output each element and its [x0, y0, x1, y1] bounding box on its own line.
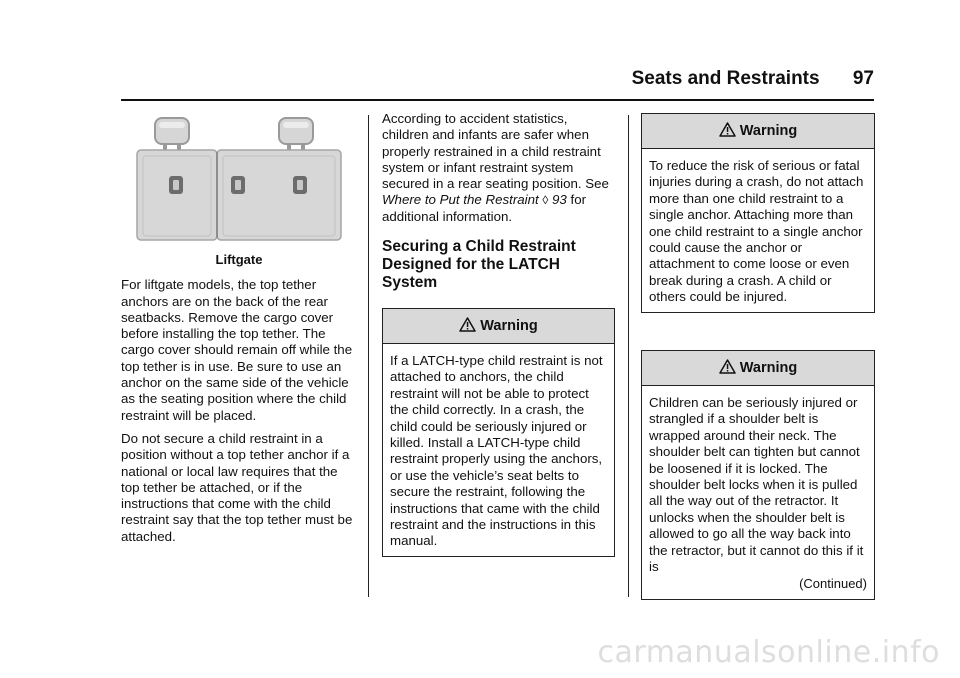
warning-header — [383, 309, 614, 344]
seatback-figure — [121, 112, 357, 242]
column-divider-1 — [368, 115, 369, 597]
statistics-intro: According to accident statistics, children and infants are safer when properly restrained in a child restraint system or infant restraint system secured in a rear seating position. See — [382, 111, 609, 192]
watermark: carmanualsonline.info — [597, 635, 940, 670]
single-anchor-warning-box — [641, 113, 875, 313]
warning-triangle-icon — [719, 359, 736, 378]
section-title: Seats and Restraints — [631, 68, 820, 89]
rear-seatback-illustration — [121, 112, 357, 242]
left-column — [121, 112, 357, 552]
warning-title: Warning — [739, 123, 798, 139]
warning-header — [642, 114, 874, 149]
statistics-outro: for additional information. — [382, 192, 587, 224]
continued-label: (Continued) — [799, 576, 867, 592]
cross-reference-page[interactable]: 93 — [552, 192, 567, 208]
page-reference-icon: ◊ — [542, 193, 549, 208]
warning-triangle-icon — [459, 317, 476, 336]
page-number: 97 — [852, 68, 874, 89]
warning-title: Warning — [739, 360, 798, 376]
cross-reference-link[interactable]: Where to Put the Restraint — [382, 192, 539, 208]
warning-text — [642, 386, 874, 599]
warning-title: Warning — [480, 318, 538, 334]
shoulder-belt-warning-box — [641, 350, 875, 600]
warning-text: If a LATCH-type child restraint is not attached to anchors, the child restraint will not be able to protect the child correctly. In a crash, the child could be seriously injured or killed. Install a LATCH-type child restraint properly using the anchors, or use the vehicle’s seat belts to secure the restraint, following the instructions that came with the child restraint and the instructions in this manual. — [390, 353, 603, 549]
warning-header — [642, 351, 874, 386]
warning-text: To reduce the risk of serious or fatal injuries during a crash, do not attach more than one child restraint to a single anchor. Attaching more than one child restraint to a single anchor could cause the anchor or attachment to come loose or even break during a crash. A child or others could be injured. — [649, 158, 864, 305]
tether-law-paragraph: Do not secure a child restraint in a position without a top tether anchor if a national or local law requires that the top tether be attached, or if the instructions that come with the child restraint say that the top tether must be attached. — [121, 430, 353, 544]
page-header — [632, 68, 874, 90]
header-rule — [121, 99, 874, 101]
latch-section-heading: Securing a Child Restraint Designed for the LATCH System — [382, 238, 576, 292]
statistics-paragraph — [382, 111, 616, 225]
latch-warning-box — [382, 308, 615, 557]
warning-triangle-icon — [719, 122, 736, 141]
column-divider-2 — [628, 115, 629, 597]
figure-caption: Liftgate — [215, 252, 263, 267]
liftgate-paragraph: For liftgate models, the top tether anchors are on the back of the rear seatbacks. Remove the cargo cover before installing the top tether. The cargo cover should remain off while the top tether is in use. Be sure to use an anchor on the same side of the vehicle as the seating position where the child restraint will be placed. — [121, 277, 353, 423]
middle-column — [382, 111, 616, 308]
warning-body-text: Children can be seriously injured or strangled if a shoulder belt is wrapped around their neck. The shoulder belt can tighten but cannot be loosened if it is locked. The shoulder belt locks when it is pulled all the way out of the retractor. It unlocks when the shoulder belt is allowed to go all the way back into the retractor, but it cannot do this if it is — [649, 395, 864, 575]
